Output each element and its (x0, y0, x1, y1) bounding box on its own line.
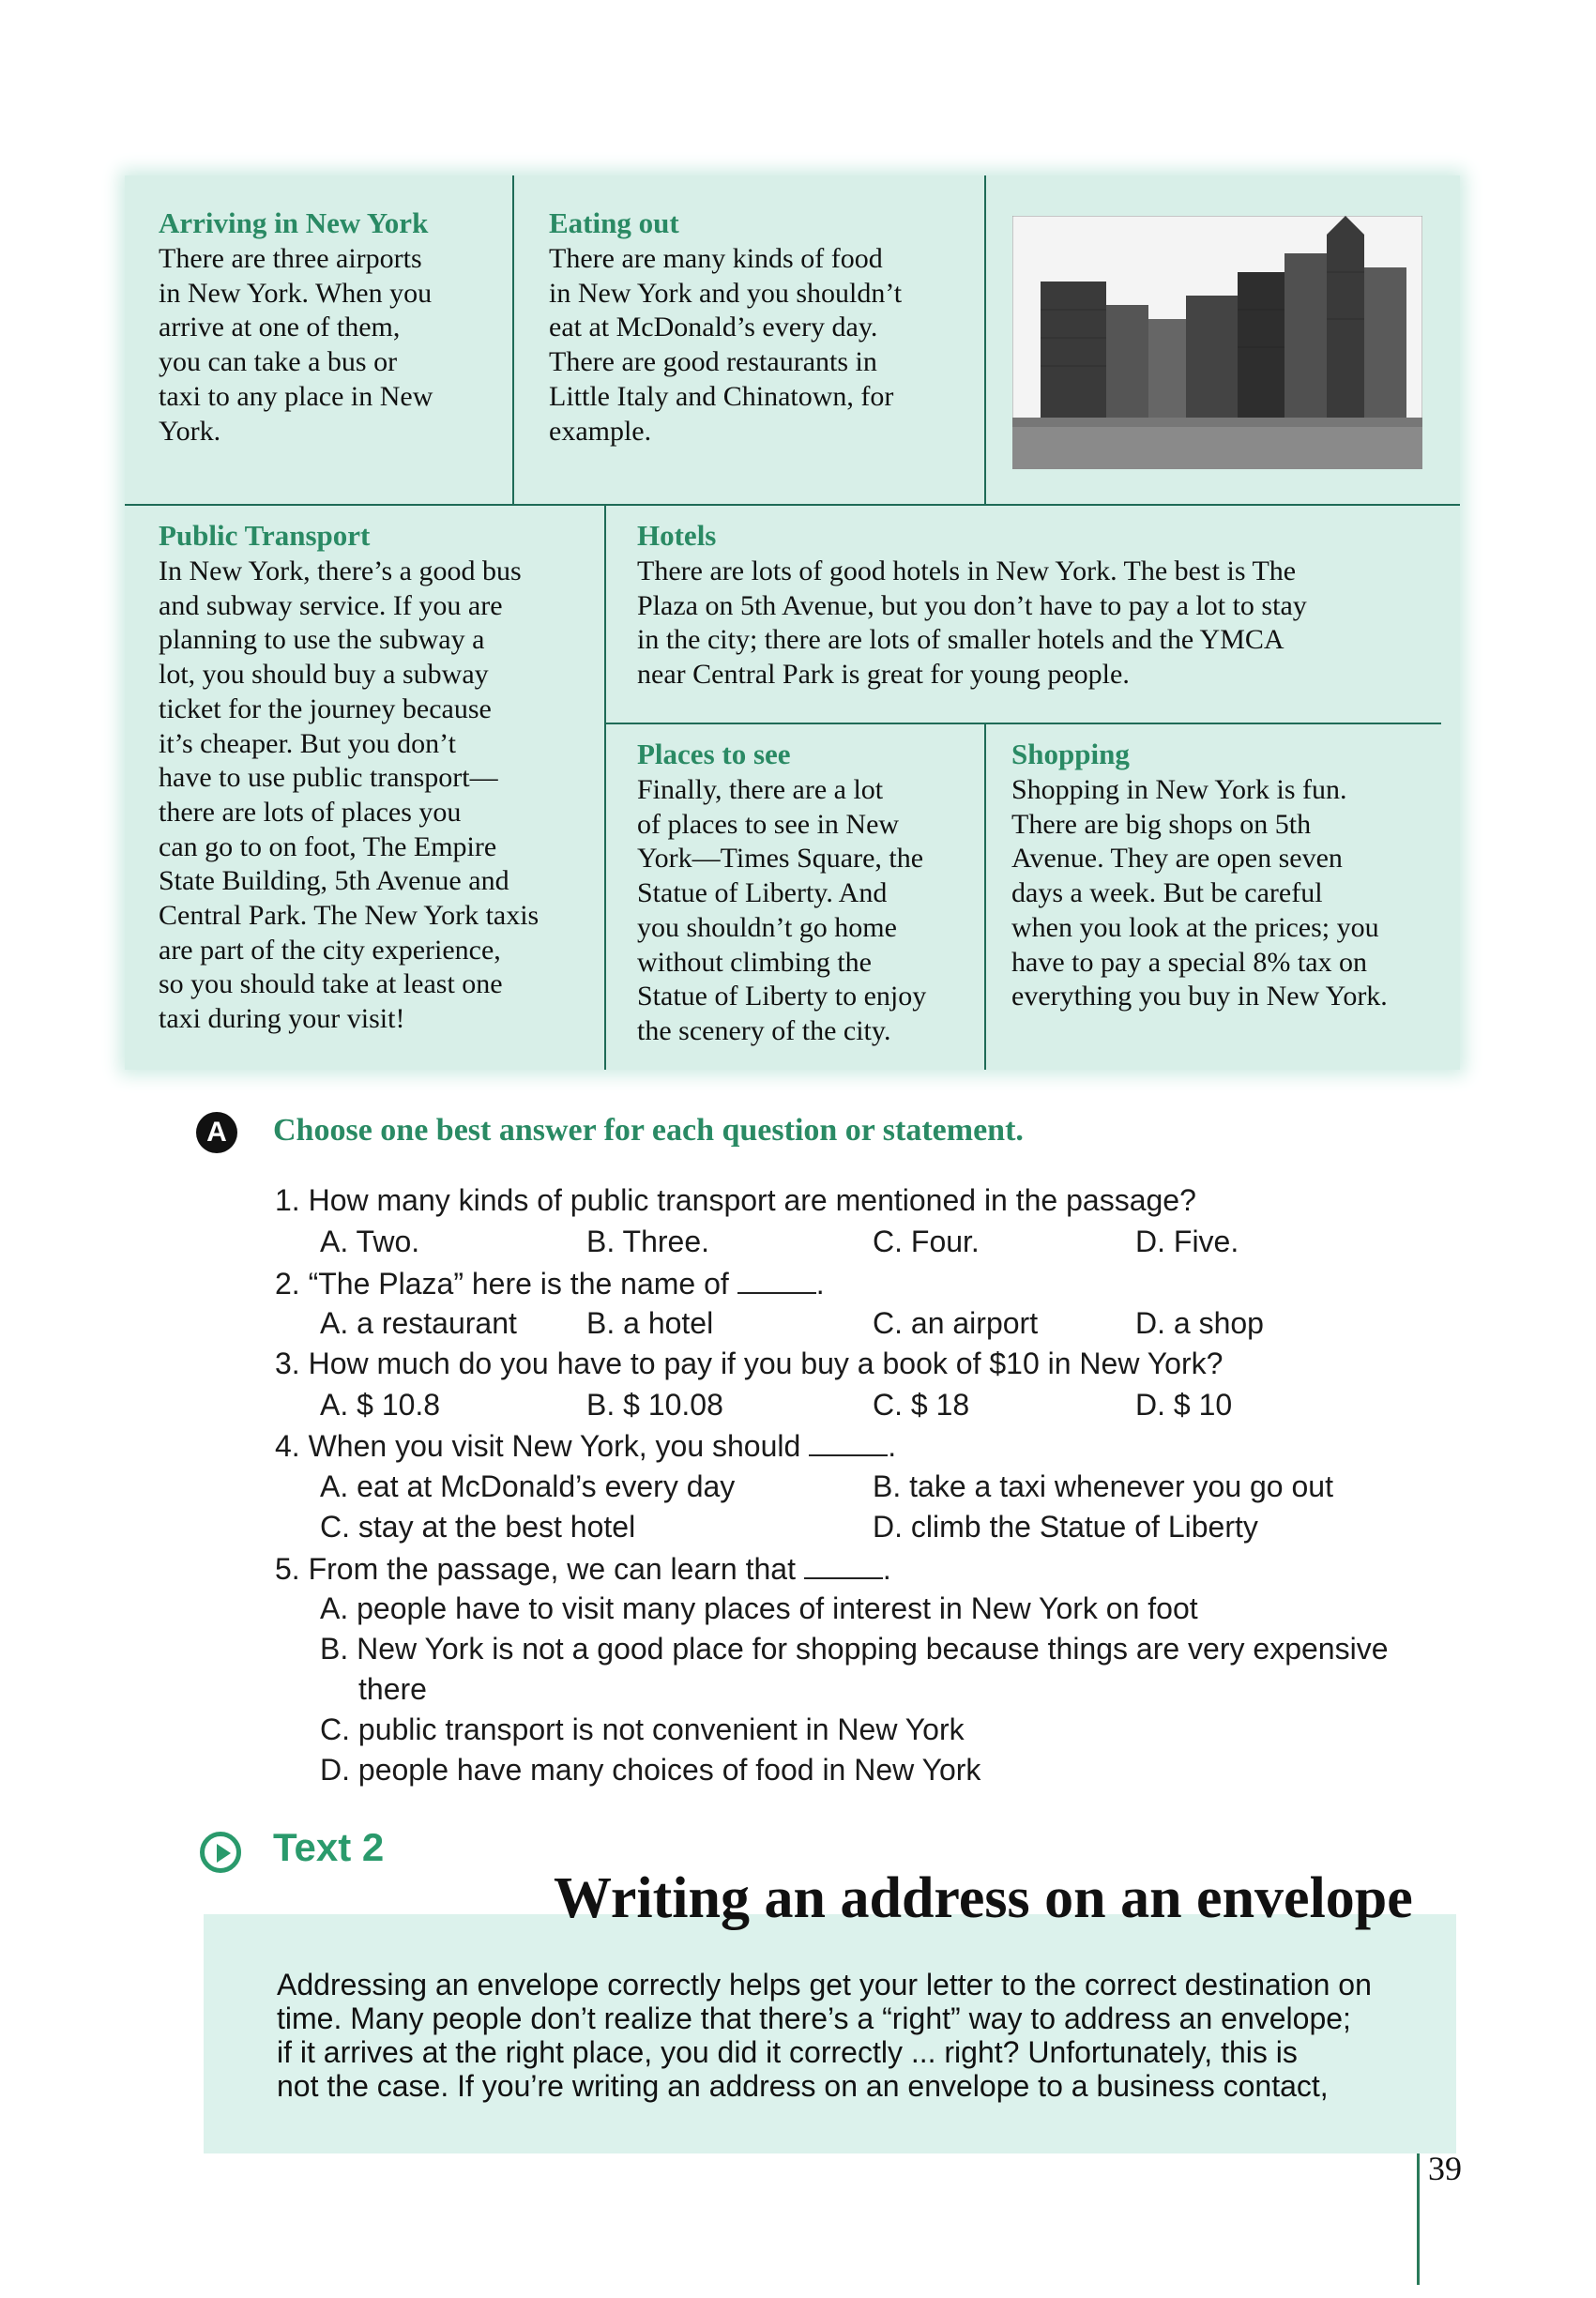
instruction: Choose one best answer for each question or statement. (273, 1113, 1024, 1148)
option: C. public transport is not convenient in New York (320, 1712, 965, 1746)
shopping-title: Shopping (1011, 738, 1130, 770)
option: B. Three. (586, 1225, 710, 1258)
option: A. $ 10.8 (320, 1388, 441, 1422)
divider (125, 504, 1460, 506)
option: D. people have many choices of food in New York (320, 1753, 981, 1787)
answer-blank (737, 1266, 816, 1294)
text2-line: time. Many people don’t realize that there’s a “right” way to address an envelope; (277, 2001, 1351, 2035)
page-margin-rule (1417, 2153, 1420, 2285)
option: A. eat at McDonald’s every day (320, 1469, 736, 1503)
option: C. Four. (873, 1225, 980, 1258)
divider (984, 723, 986, 1070)
option: B. $ 10.08 (586, 1388, 723, 1422)
option: B. take a taxi whenever you go out (873, 1469, 1333, 1503)
shopping-body: Shopping in New York is fun. There are big shops on 5th Avenue. They are open seven days a week. But be careful when you look at the prices; you have to pay a special 8% tax on everything you buy in New York. (1011, 774, 1388, 1012)
places-body: Finally, there are a lot of places to see in New York—Times Square, the Statue of Liberty. And you shouldn’t go home without climbing the Statue of Liberty to enjoy the scenery of the city. (637, 774, 927, 1046)
option: C. an airport (873, 1306, 1039, 1340)
play-circle-icon (200, 1832, 241, 1873)
eating-title: Eating out (549, 206, 679, 239)
option-continuation: there (358, 1672, 427, 1706)
transport-title: Public Transport (159, 519, 371, 552)
option: A. people have to visit many places of interest in New York on foot (320, 1591, 1198, 1625)
arriving-body: There are three airports in New York. When you arrive at one of them, you can take a bus or taxi to any place in New York. (159, 243, 433, 447)
page-number: 39 (1428, 2150, 1462, 2187)
places-title: Places to see (637, 738, 791, 770)
hotels-title: Hotels (637, 519, 717, 552)
question-3: 3. How much do you have to pay if you buy a book of $10 in New York? (275, 1347, 1224, 1380)
arriving-title: Arriving in New York (159, 206, 429, 239)
option: B. a hotel (586, 1306, 714, 1340)
transport-body: In New York, there’s a good bus and subway service. If you are planning to use the subway a lot, you should buy a subway ticket for the journey because it’s cheaper. But you don’t have to use public transport— there are lots of places you can go to on foot, The Empire State Building, 5th Avenue and Central Park. The New York taxis are part of the city experience, so you should take at least one taxi during your visit! (159, 555, 540, 1035)
divider (512, 175, 514, 504)
text2-line: Addressing an envelope correctly helps get your letter to the correct destination on (277, 1968, 1372, 2001)
option: A. Two. (320, 1225, 420, 1258)
question-5: 5. From the passage, we can learn that . (275, 1552, 891, 1586)
option: D. $ 10 (1135, 1388, 1233, 1422)
text2-line: not the case. If you’re writing an address on an envelope to a business contact, (277, 2069, 1329, 2103)
option: C. stay at the best hotel (320, 1510, 636, 1544)
answer-blank (804, 1551, 883, 1579)
divider (984, 175, 986, 504)
question-2: 2. “The Plaza” here is the name of . (275, 1267, 825, 1301)
circle-a-icon: A (196, 1112, 237, 1153)
answer-blank (809, 1428, 888, 1456)
text2-title: Writing an address on an envelope (554, 1866, 1413, 1930)
option: B. New York is not a good place for shopping because things are very expensive (320, 1632, 1389, 1666)
hotels-body: There are lots of good hotels in New York. The best is The Plaza on 5th Avenue, but you don’t have to pay a lot to stay in the city; there are lots of smaller hotels and the YMCA near Central Park is great for young people. (637, 555, 1307, 691)
text2-label: Text 2 (273, 1825, 385, 1869)
question-4: 4. When you visit New York, you should . (275, 1429, 897, 1463)
option: D. climb the Statue of Liberty (873, 1510, 1258, 1544)
divider (604, 504, 606, 1070)
text2-line: if it arrives at the right place, you did it correctly ... right? Unfortunately, this is (277, 2035, 1298, 2069)
divider (604, 723, 1441, 724)
eating-body: There are many kinds of food in New York and you shouldn’t eat at McDonald’s every day. There are good restaurants in Little Italy and Chinatown, for example. (549, 243, 903, 447)
option: D. Five. (1135, 1225, 1239, 1258)
option: C. $ 18 (873, 1388, 970, 1422)
option: A. a restaurant (320, 1306, 517, 1340)
question-1: 1. How many kinds of public transport are mentioned in the passage? (275, 1183, 1196, 1217)
option: D. a shop (1135, 1306, 1264, 1340)
city-skyline-photo (1012, 216, 1422, 469)
